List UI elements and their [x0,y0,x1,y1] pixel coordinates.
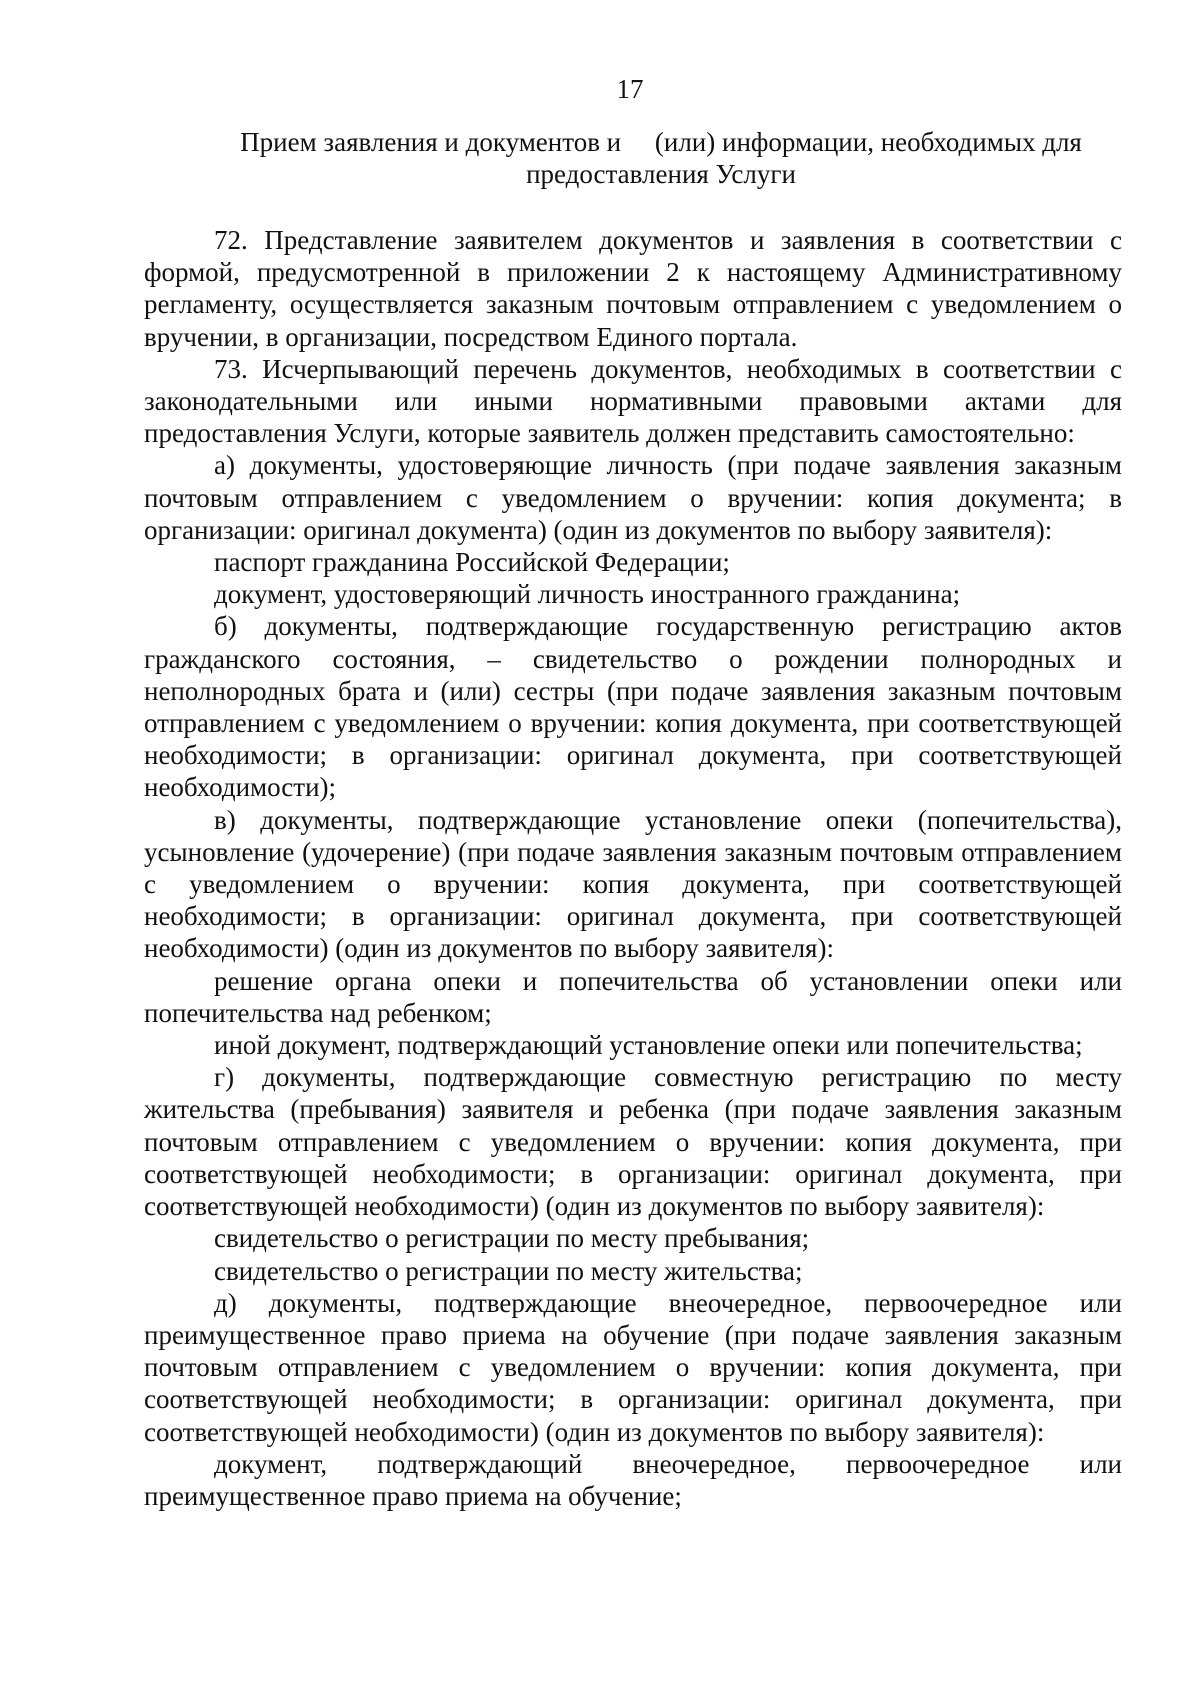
list-item-a: а) документы, удостоверяющие личность (при подаче заявления заказным почтовым отправлением с уведомлением о вручении: копия документа; в организации: оригинал документа) (один из документов по выбору заявителя): [144,450,1122,545]
list-item-b: б) документы, подтверждающие государственную регистрацию актов гражданского состояния, – свидетельство о рождении полнородных и неполнородных брата и (или) сестры (при подаче заявления заказным почтовым отправлением с уведомлением о вручении: копия документа, при соответствующей необходимости; в организации: оригинал документа, при соответствующей необходимости); [144,611,1122,803]
page-number: 17 [616,74,644,104]
document-body [144,224,1122,1512]
paragraph-73: 73. Исчерпывающий перечень документов, необходимых в соответствии с законодательными или иными нормативными правовыми актами для предоставления Услуги, которые заявитель должен представить самостоятельно: [144,353,1122,449]
document-entry: свидетельство о регистрации по месту пребывания; [214,1223,810,1254]
list-item-v: в) документы, подтверждающие установление опеки (попечительства), усыновление (удочерение) (при подаче заявления заказным почтовым отправлением с уведомлением о вручении: копия документа, при соответствующей необходимости; в организации: оригинал документа, при соответствующей необходимости) (один из документов по выбору заявителя): [144,804,1122,964]
paragraph-72: 72. Представление заявителем документов и заявления в соответствии с формой, предусмотренной в приложении 2 к настоящему Административному регламенту, осуществляется заказным почтовым отправлением с уведомлением о вручении, в организации, посредством Единого портала. [144,225,1122,352]
section-title-line: предоставления Услуги [526,159,796,189]
document-entry: иной документ, подтверждающий установление опеки или попечительства; [214,1030,1083,1061]
document-entry: решение органа опеки и попечительства об установлении опеки или попечительства над ребенком; [144,965,1122,1028]
list-item-d: д) документы, подтверждающие внеочередное, первоочередное или преимущественное право приема на обучение (при подаче заявления заказным почтовым отправлением с уведомлением о вручении: копия документа, при соответствующей необходимости; в организации: оригинал документа, при соответствующей необходимости) (один из документов по выбору заявителя): [144,1287,1122,1447]
document-entry: документ, подтверждающий внеочередное, первоочередное или преимущественное право приема на обучение; [144,1448,1122,1511]
document-entry: паспорт гражданина Российской Федерации; [214,547,730,578]
list-item-g: г) документы, подтверждающие совместную регистрацию по месту жительства (пребывания) заявителя и ребенка (при подаче заявления заказным почтовым отправлением с уведомлением о вручении: копия документа, при соответствующей необходимости; в организации: оригинал документа, при соответствующей необходимости) (один из документов по выбору заявителя): [144,1062,1122,1222]
document-entry: документ, удостоверяющий личность иностранного гражданина; [214,579,961,610]
document-entry: свидетельство о регистрации по месту жительства; [214,1255,803,1286]
section-title-line: Прием заявления и документов и (или) информации, необходимых для [240,127,1082,157]
section-title [200,126,1122,190]
